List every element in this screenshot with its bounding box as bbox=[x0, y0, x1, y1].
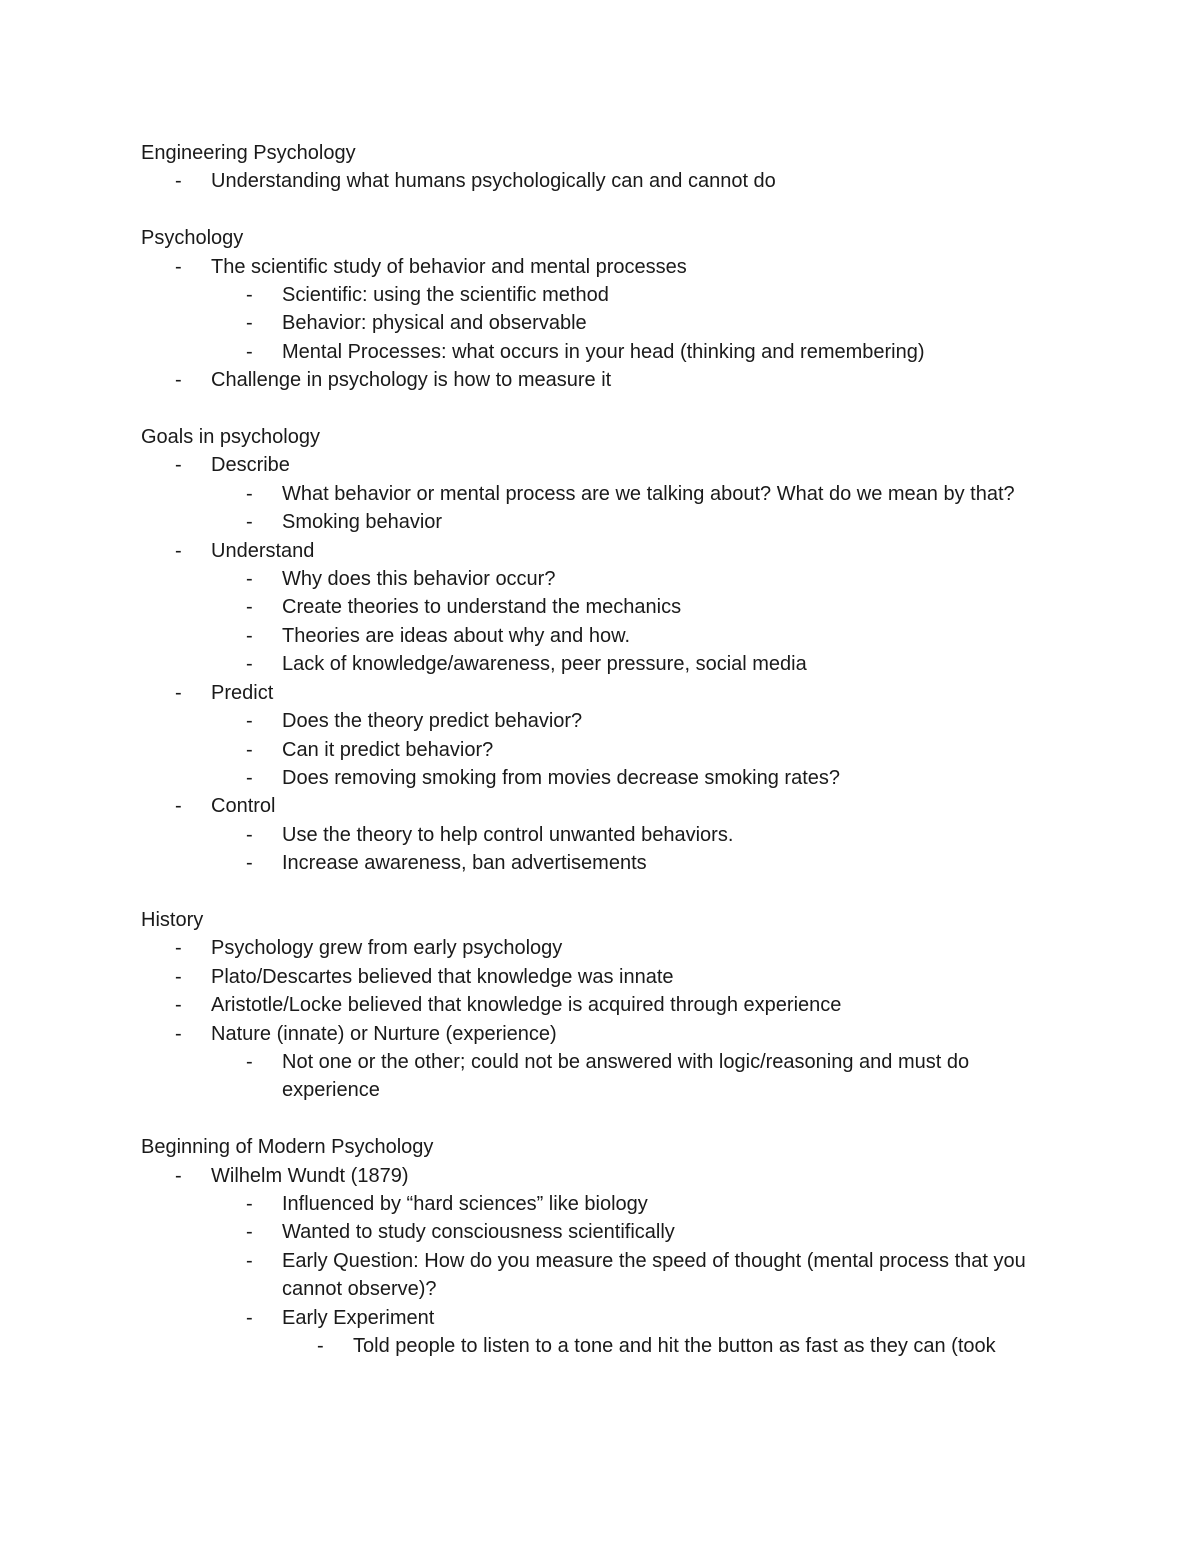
bullet-list bbox=[141, 480, 1071, 537]
outline-section bbox=[141, 423, 1071, 878]
bullet-dash: - bbox=[246, 766, 253, 789]
bullet-list bbox=[141, 707, 1071, 792]
list-item bbox=[141, 622, 1071, 650]
section-heading: Beginning of Modern Psychology bbox=[141, 1136, 434, 1159]
bullet-dash: - bbox=[246, 312, 253, 335]
list-item-text: Control bbox=[211, 795, 276, 818]
list-item bbox=[141, 167, 1071, 195]
list-item-text: Challenge in psychology is how to measure it bbox=[211, 369, 612, 392]
bullet-list bbox=[141, 281, 1071, 366]
list-item-text: Nature (innate) or Nurture (experience) bbox=[211, 1022, 557, 1045]
list-item-text: Theories are ideas about why and how. bbox=[282, 624, 630, 647]
list-item bbox=[141, 736, 1071, 764]
list-item bbox=[141, 480, 1071, 508]
list-item-text: Behavior: physical and observable bbox=[282, 312, 587, 335]
bullet-dash: - bbox=[175, 454, 182, 477]
bullet-dash: - bbox=[246, 1050, 253, 1073]
bullet-dash: - bbox=[246, 284, 253, 307]
list-item-text: Create theories to understand the mechanics bbox=[282, 596, 682, 619]
list-item-text: Smoking behavior bbox=[282, 511, 443, 534]
bullet-dash: - bbox=[246, 482, 253, 505]
bullet-list bbox=[141, 1048, 1071, 1105]
list-item bbox=[141, 338, 1071, 366]
list-item bbox=[141, 792, 1071, 820]
list-item-text: Wanted to study consciousness scientifically bbox=[282, 1221, 675, 1244]
list-item bbox=[141, 1048, 1071, 1105]
list-item bbox=[141, 1020, 1071, 1048]
bullet-dash: - bbox=[246, 511, 253, 534]
list-item-text: Predict bbox=[211, 681, 274, 704]
list-item-text: Does removing smoking from movies decrease smoking rates? bbox=[282, 766, 840, 789]
list-item-text: Scientific: using the scientific method bbox=[282, 284, 609, 307]
list-item-text: Early Question: How do you measure the speed of thought (mental process that you cannot observe)? bbox=[282, 1249, 1026, 1301]
list-item bbox=[141, 1162, 1071, 1190]
bullet-list bbox=[141, 253, 1071, 395]
bullet-dash: - bbox=[246, 1249, 253, 1272]
list-item bbox=[141, 1247, 1071, 1304]
bullet-dash: - bbox=[175, 994, 182, 1017]
list-item-text: Describe bbox=[211, 454, 290, 477]
list-item bbox=[141, 650, 1071, 678]
list-item bbox=[141, 593, 1071, 621]
outline-section bbox=[141, 1133, 1071, 1360]
list-item bbox=[141, 537, 1071, 565]
list-item bbox=[141, 934, 1071, 962]
list-item bbox=[141, 508, 1071, 536]
bullet-dash: - bbox=[175, 170, 182, 193]
section-heading: Psychology bbox=[141, 227, 244, 250]
list-item bbox=[141, 451, 1071, 479]
list-item-text: Understanding what humans psychologically can and cannot do bbox=[211, 170, 776, 193]
bullet-dash: - bbox=[175, 681, 182, 704]
section-heading: History bbox=[141, 908, 204, 931]
list-item-text: Influenced by “hard sciences” like biology bbox=[282, 1192, 648, 1215]
list-item bbox=[141, 764, 1071, 792]
bullet-list bbox=[141, 934, 1071, 1104]
bullet-dash: - bbox=[246, 568, 253, 591]
bullet-dash: - bbox=[246, 340, 253, 363]
list-item-text: Lack of knowledge/awareness, peer pressure, social media bbox=[282, 653, 807, 676]
bullet-dash: - bbox=[246, 823, 253, 846]
list-item-text: Why does this behavior occur? bbox=[282, 568, 556, 591]
list-item-text: What behavior or mental process are we talking about? What do we mean by that? bbox=[282, 482, 1015, 505]
list-item bbox=[141, 1190, 1071, 1218]
bullet-dash: - bbox=[246, 738, 253, 761]
bullet-list bbox=[141, 1190, 1071, 1360]
bullet-dash: - bbox=[246, 596, 253, 619]
bullet-list bbox=[141, 821, 1071, 878]
list-item-text: Aristotle/Locke believed that knowledge is acquired through experience bbox=[211, 994, 842, 1017]
section-heading: Engineering Psychology bbox=[141, 142, 356, 164]
bullet-dash: - bbox=[246, 1306, 253, 1329]
bullet-list bbox=[141, 1332, 1071, 1360]
list-item bbox=[141, 1332, 1071, 1360]
bullet-dash: - bbox=[175, 795, 182, 818]
bullet-dash: - bbox=[246, 1221, 253, 1244]
list-item-text: Does the theory predict behavior? bbox=[282, 710, 583, 733]
list-item bbox=[141, 707, 1071, 735]
bullet-dash: - bbox=[175, 965, 182, 988]
list-item-text: The scientific study of behavior and mental processes bbox=[211, 255, 687, 278]
list-item-text: Not one or the other; could not be answered with logic/reasoning and must do experience bbox=[282, 1050, 970, 1102]
outline-section bbox=[141, 139, 1071, 196]
list-item bbox=[141, 963, 1071, 991]
list-item-text: Understand bbox=[211, 539, 315, 562]
bullet-dash: - bbox=[246, 653, 253, 676]
bullet-dash: - bbox=[175, 369, 182, 392]
bullet-list bbox=[141, 451, 1071, 877]
list-item bbox=[141, 309, 1071, 337]
list-item bbox=[141, 1218, 1071, 1246]
list-item bbox=[141, 281, 1071, 309]
list-item bbox=[141, 565, 1071, 593]
list-item-text: Told people to listen to a tone and hit the button as fast as they can (took bbox=[353, 1335, 996, 1357]
list-item-text: Increase awareness, ban advertisements bbox=[282, 852, 647, 875]
list-item bbox=[141, 991, 1071, 1019]
document-page bbox=[141, 139, 1071, 1360]
bullet-dash: - bbox=[246, 624, 253, 647]
list-item bbox=[141, 849, 1071, 877]
list-item-text: Plato/Descartes believed that knowledge was innate bbox=[211, 965, 674, 988]
bullet-dash: - bbox=[246, 1192, 253, 1215]
bullet-dash: - bbox=[175, 937, 182, 960]
list-item-text: Wilhelm Wundt (1879) bbox=[211, 1164, 409, 1187]
bullet-dash: - bbox=[246, 710, 253, 733]
list-item bbox=[141, 679, 1071, 707]
list-item bbox=[141, 821, 1071, 849]
list-item-text: Can it predict behavior? bbox=[282, 738, 494, 761]
bullet-dash: - bbox=[317, 1335, 324, 1357]
list-item-text: Early Experiment bbox=[282, 1306, 435, 1329]
bullet-dash: - bbox=[175, 1164, 182, 1187]
outline-section bbox=[141, 906, 1071, 1105]
list-item bbox=[141, 253, 1071, 281]
list-item-text: Use the theory to help control unwanted behaviors. bbox=[282, 823, 734, 846]
bullet-dash: - bbox=[175, 1022, 182, 1045]
section-heading: Goals in psychology bbox=[141, 426, 320, 449]
list-item-text: Psychology grew from early psychology bbox=[211, 937, 563, 960]
bullet-dash: - bbox=[175, 539, 182, 562]
bullet-dash: - bbox=[246, 852, 253, 875]
list-item bbox=[141, 366, 1071, 394]
bullet-list bbox=[141, 167, 1071, 195]
bullet-list bbox=[141, 565, 1071, 679]
bullet-dash: - bbox=[175, 255, 182, 278]
list-item bbox=[141, 1304, 1071, 1332]
outline-section bbox=[141, 224, 1071, 394]
list-item-text: Mental Processes: what occurs in your head (thinking and remembering) bbox=[282, 340, 925, 363]
bullet-list bbox=[141, 1162, 1071, 1361]
